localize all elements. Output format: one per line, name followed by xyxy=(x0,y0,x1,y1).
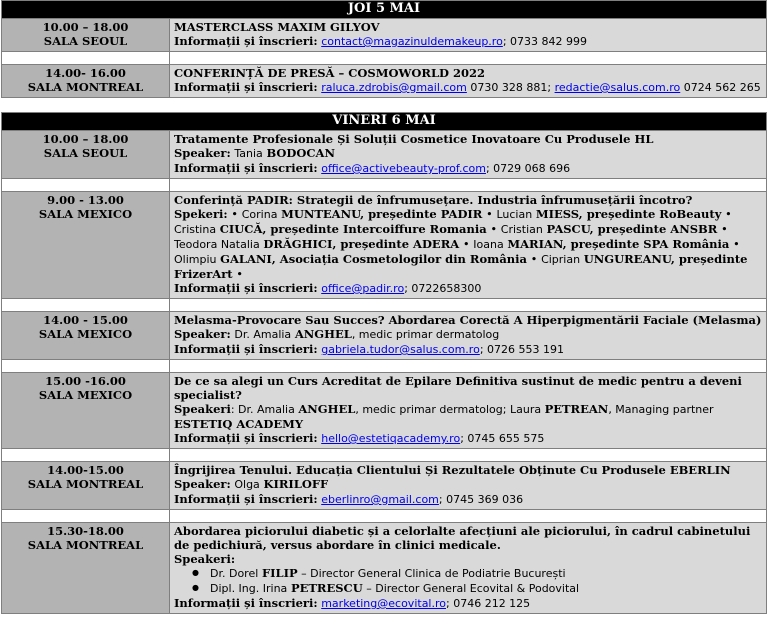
speaker-rest: MARIAN, președinte SPA România xyxy=(507,237,730,251)
speaker-first-name: Tania xyxy=(234,147,263,160)
event-title: Melasma-Provocare Sau Succes? Abordarea Corectă A Hiperpigmentării Faciale (Melasma) xyxy=(174,313,762,327)
speaker-role: – Director General Ecovital & Podovital xyxy=(362,582,580,595)
event-room: SALA SEOUL xyxy=(43,34,128,48)
event-desc-cell xyxy=(170,373,767,449)
event-room: SALA MONTREAL xyxy=(27,477,144,491)
speaker-rest: CIUCĂ, președinte Intercoiffure Romania xyxy=(219,222,487,236)
speaker-list xyxy=(174,566,762,596)
speakers-text: , Managing partner xyxy=(608,403,714,416)
spacer-row xyxy=(2,299,767,312)
contact-phone: ; 0745 655 575 xyxy=(460,432,545,445)
contact-email-link[interactable]: redactie@salus.com.ro xyxy=(554,81,681,94)
list-item xyxy=(210,566,762,581)
spacer-row xyxy=(2,510,767,523)
spacer-row xyxy=(2,449,767,462)
speaker-first-name: Ciprian xyxy=(541,253,581,266)
contact-phone: 0724 562 265 xyxy=(680,81,761,94)
speaker-label: Speaker: xyxy=(174,477,231,491)
speaker-first-name: Dipl. Ing. Irina xyxy=(210,582,288,595)
list-item xyxy=(210,581,762,596)
contact-email-link[interactable]: gabriela.tudor@salus.com.ro xyxy=(321,343,480,356)
event-row xyxy=(2,19,767,52)
info-label: Informații și înscrieri: xyxy=(174,431,318,445)
speaker-first-name: Lucian xyxy=(496,208,533,221)
contact-phone: 0730 328 881; xyxy=(466,81,555,94)
event-time: 9.00 - 13.00 xyxy=(47,193,124,207)
event-title: CONFERINȚĂ DE PRESĂ – COSMOWORLD 2022 xyxy=(174,66,486,80)
speaker-first-name: Teodora Natalia xyxy=(174,238,260,251)
event-title: Îngrijirea Tenului. Educația Clientului Și Rezultatele Obținute Cu Produsele EBERLIN xyxy=(174,463,731,477)
speaker-first-name: Corina xyxy=(241,208,278,221)
contact-email-link[interactable]: contact@magazinuldemakeup.ro xyxy=(321,35,503,48)
speaker-rest: UNGUREANU, președinte FrizerArt xyxy=(174,252,748,281)
event-row xyxy=(2,131,767,179)
event-desc-cell xyxy=(170,192,767,299)
spacer-row xyxy=(2,52,767,65)
event-speakers: Spekeri: • Corina MUNTEANU, președinte PADIR • Lucian MIESS, președinte RoBeauty • Cristina CIUCĂ, președinte Intercoiffure Romania • Cristian PASCU, președinte ANSBR • Teodora Natalia DRĂGHICI, președinte ADERA • Ioana MARIAN, președinte SPA România • Olimpiu GALANI, Asociația Cosmetologilor din România • Ciprian UNGUREANU, președinte FrizerArt • xyxy=(174,207,748,281)
day-separator xyxy=(2,98,767,113)
contact-email-link[interactable]: eberlinro@gmail.com xyxy=(321,493,439,506)
event-info xyxy=(174,80,762,95)
speaker-role: – Director General Clinica de Podiatrie București xyxy=(297,567,566,580)
event-time-cell xyxy=(2,373,170,449)
speaker-last-name: ANGHEL xyxy=(298,402,356,416)
event-desc-cell xyxy=(170,462,767,510)
event-time: 14.00- 16.00 xyxy=(45,66,126,80)
contact-email-link[interactable]: office@activebeauty-prof.com xyxy=(321,162,486,175)
event-room: SALA MONTREAL xyxy=(27,80,144,94)
event-time-cell xyxy=(2,65,170,98)
event-row xyxy=(2,462,767,510)
contact-phone: ; 0726 553 191 xyxy=(479,343,564,356)
event-desc-cell xyxy=(170,523,767,614)
event-time: 15.30-18.00 xyxy=(47,524,124,538)
info-label: Informații și înscrieri: xyxy=(174,596,318,610)
day-title: JOI 5 MAI xyxy=(2,1,767,19)
event-info xyxy=(174,431,762,446)
contact-phone: ; 0729 068 696 xyxy=(485,162,571,175)
contact-phone: ; 0722658300 xyxy=(404,282,482,295)
event-time-cell xyxy=(2,523,170,614)
speakers-text: : Dr. Amalia xyxy=(230,403,299,416)
event-time: 15.00 -16.00 xyxy=(45,374,126,388)
speakers-label: Speakeri xyxy=(174,402,231,416)
event-room: SALA MONTREAL xyxy=(27,538,144,552)
contact-email-link[interactable]: marketing@ecovital.ro xyxy=(321,597,446,610)
speakers-label: Speakeri: xyxy=(174,552,236,566)
event-info xyxy=(174,342,762,357)
organization-name: ESTETIQ ACADEMY xyxy=(174,417,304,431)
speaker-rest: MIESS, președinte RoBeauty xyxy=(535,207,722,221)
event-title: Tratamente Profesionale Și Soluții Cosmetice Inovatoare Cu Produsele HL xyxy=(174,132,654,146)
info-label: Informații și înscrieri: xyxy=(174,281,318,295)
info-label: Informații și înscrieri: xyxy=(174,34,318,48)
event-time: 14.00 - 15.00 xyxy=(43,313,128,327)
event-time-cell xyxy=(2,192,170,299)
event-title: Abordarea piciorului diabetic și a celorlalte afecțiuni ale piciorului, în cadrul cabinetului de pedichiură, versus abordare în clinici medicale. xyxy=(174,524,751,552)
spacer-row xyxy=(2,179,767,192)
info-label: Informații și înscrieri: xyxy=(174,161,318,175)
speaker-first-name: Cristian xyxy=(500,223,543,236)
event-desc-cell xyxy=(170,65,767,98)
speaker-last-name: PETRESCU xyxy=(290,581,363,595)
speaker-first-name: Dr. Dorel xyxy=(210,567,259,580)
event-title: Conferință PADIR: Strategii de înfrumusețare. Industria înfrumusețării încotro? xyxy=(174,193,693,207)
event-row xyxy=(2,65,767,98)
info-label: Informații și înscrieri: xyxy=(174,342,318,356)
event-info xyxy=(174,34,762,49)
schedule-page xyxy=(1,0,767,614)
speaker-last-name: ANGHEL xyxy=(294,327,352,341)
contact-phone: ; 0745 369 036 xyxy=(438,493,524,506)
event-time: 14.00-15.00 xyxy=(47,463,124,477)
event-info xyxy=(174,492,762,507)
event-title: MASTERCLASS MAXIM GILYOV xyxy=(174,20,380,34)
speaker-first-name: Dr. Amalia xyxy=(234,328,292,341)
speaker-first-name: Olga xyxy=(234,478,260,491)
event-room: SALA SEOUL xyxy=(43,146,128,160)
event-time: 10.00 – 18.00 xyxy=(42,20,129,34)
event-info xyxy=(174,161,762,176)
event-speaker xyxy=(174,146,762,161)
event-desc-cell xyxy=(170,131,767,179)
speaker-rest: DRĂGHICI, președinte ADERA xyxy=(263,237,460,251)
event-row xyxy=(2,373,767,449)
speaker-rest: GALANI, Asociația Cosmetologilor din România xyxy=(220,252,527,266)
contact-email-link[interactable]: hello@estetiqacademy.ro xyxy=(321,432,461,445)
day-header-row xyxy=(2,1,767,19)
event-time-cell xyxy=(2,131,170,179)
speaker-first-name: Olimpiu xyxy=(174,253,217,266)
day-title: VINERI 6 MAI xyxy=(2,113,767,131)
speaker-first-name: Cristina xyxy=(174,223,217,236)
speaker-last-name: BODOCAN xyxy=(266,146,335,160)
event-desc-cell xyxy=(170,312,767,360)
speaker-role: , medic primar dermatolog xyxy=(351,328,500,341)
contact-email-link[interactable]: office@padir.ro xyxy=(321,282,405,295)
contact-phone: ; 0746 212 125 xyxy=(446,597,531,610)
speakers-label: Spekeri: xyxy=(174,207,228,221)
event-room: SALA MEXICO xyxy=(38,207,133,221)
contact-phone: ; 0733 842 999 xyxy=(502,35,587,48)
info-label: Informații și înscrieri: xyxy=(174,492,318,506)
event-speaker xyxy=(174,327,762,342)
event-title: De ce sa alegi un Curs Acreditat de Epilare Definitiva sustinut de medic pentru a deveni specialist? xyxy=(174,374,742,402)
speaker-rest: PASCU, președinte ANSBR xyxy=(546,222,718,236)
speakers-text: , medic primar dermatolog; Laura xyxy=(355,403,545,416)
info-label: Informații și înscrieri: xyxy=(174,80,318,94)
day-header-row xyxy=(2,113,767,131)
event-speaker xyxy=(174,477,762,492)
event-time-cell xyxy=(2,462,170,510)
event-row xyxy=(2,312,767,360)
event-time: 10.00 – 18.00 xyxy=(42,132,129,146)
event-desc-cell xyxy=(170,19,767,52)
event-time-cell xyxy=(2,312,170,360)
speaker-label: Speaker: xyxy=(174,146,231,160)
contact-email-link[interactable]: raluca.zdrobis@gmail.com xyxy=(321,81,467,94)
event-info xyxy=(174,281,762,296)
speaker-rest: MUNTEANU, președinte PADIR xyxy=(281,207,483,221)
event-row xyxy=(2,523,767,614)
event-info xyxy=(174,596,762,611)
event-row xyxy=(2,192,767,299)
event-speakers xyxy=(174,402,762,431)
event-room: SALA MEXICO xyxy=(38,327,133,341)
spacer-row xyxy=(2,360,767,373)
speaker-last-name: FILIP xyxy=(261,566,298,580)
speaker-last-name: PETREAN xyxy=(544,402,609,416)
speaker-label: Speaker: xyxy=(174,327,231,341)
speaker-first-name: Ioana xyxy=(473,238,504,251)
event-room: SALA MEXICO xyxy=(38,388,133,402)
event-time-cell xyxy=(2,19,170,52)
speaker-last-name: KIRILOFF xyxy=(263,477,329,491)
schedule-table xyxy=(1,0,767,614)
